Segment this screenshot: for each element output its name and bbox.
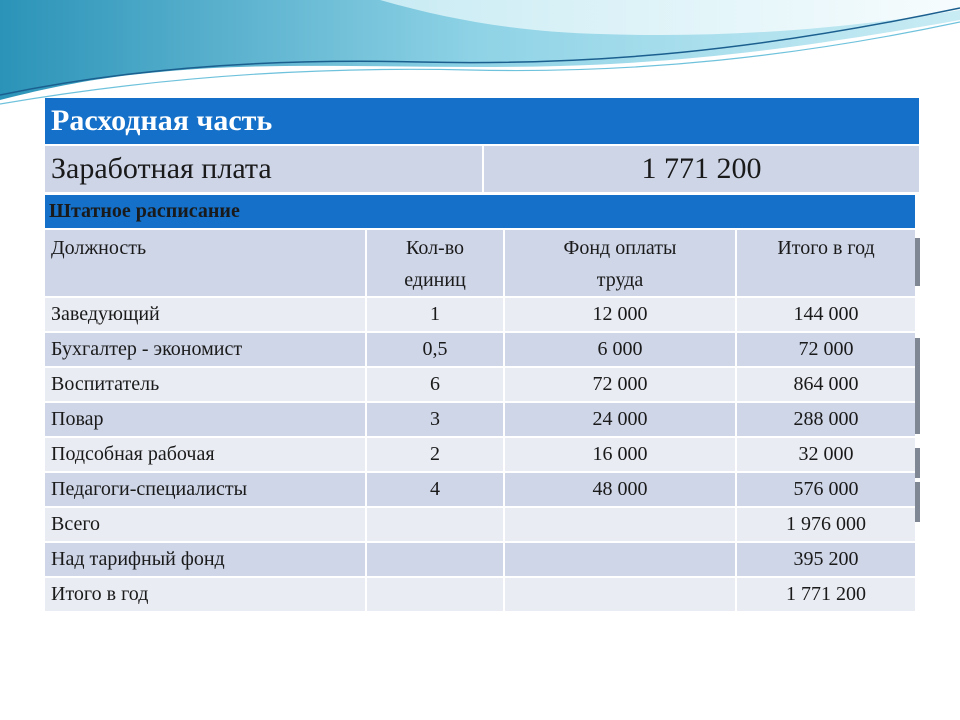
col-fund-line1: Фонд оплаты xyxy=(563,237,677,259)
cell-fund: 16 000 xyxy=(505,438,737,473)
table-row xyxy=(45,403,915,438)
cell-position: Повар xyxy=(45,403,367,438)
col-units-line1: Кол-во xyxy=(405,237,465,259)
cell-units: 0,5 xyxy=(367,333,505,368)
table-row xyxy=(45,473,915,508)
table-header-row xyxy=(45,230,915,298)
cell-fund: 72 000 xyxy=(505,368,737,403)
cell-fund: 6 000 xyxy=(505,333,737,368)
cell-units: 1 xyxy=(367,298,505,333)
cell-fund xyxy=(505,543,737,578)
cell-units xyxy=(367,508,505,543)
cell-total: 288 000 xyxy=(737,403,915,438)
cell-fund xyxy=(505,508,737,543)
cell-units: 2 xyxy=(367,438,505,473)
staff-title: Штатное расписание xyxy=(45,195,915,230)
col-total-header: Итого в год xyxy=(737,230,915,298)
cell-units xyxy=(367,543,505,578)
cell-position: Итого в год xyxy=(45,578,367,613)
cell-position: Бухгалтер - экономист xyxy=(45,333,367,368)
cell-units: 3 xyxy=(367,403,505,438)
cell-fund: 48 000 xyxy=(505,473,737,508)
col-fund-header xyxy=(505,230,737,298)
cell-total: 395 200 xyxy=(737,543,915,578)
cell-fund: 12 000 xyxy=(505,298,737,333)
table-row xyxy=(45,368,915,403)
cell-total: 72 000 xyxy=(737,333,915,368)
cell-position: Подсобная рабочая xyxy=(45,438,367,473)
expense-title: Расходная часть xyxy=(45,98,919,146)
cell-fund: 24 000 xyxy=(505,403,737,438)
cell-position: Над тарифный фонд xyxy=(45,543,367,578)
table-row xyxy=(45,333,915,368)
cell-total: 144 000 xyxy=(737,298,915,333)
table-row xyxy=(45,438,915,473)
expense-table xyxy=(45,98,919,192)
col-units-header xyxy=(367,230,505,298)
staff-table xyxy=(45,195,915,613)
cell-position: Педагоги-специалисты xyxy=(45,473,367,508)
table-row xyxy=(45,578,915,613)
cell-total: 32 000 xyxy=(737,438,915,473)
table-row xyxy=(45,508,915,543)
cell-total: 1 771 200 xyxy=(737,578,915,613)
cell-total: 1 976 000 xyxy=(737,508,915,543)
cell-fund xyxy=(505,578,737,613)
cell-units xyxy=(367,578,505,613)
cell-total: 864 000 xyxy=(737,368,915,403)
cell-position: Воспитатель xyxy=(45,368,367,403)
col-fund-line2: труда xyxy=(596,269,644,291)
cell-position: Заведующий xyxy=(45,298,367,333)
cell-units: 6 xyxy=(367,368,505,403)
cell-total: 576 000 xyxy=(737,473,915,508)
col-position-header: Должность xyxy=(45,230,367,298)
cell-position: Всего xyxy=(45,508,367,543)
salary-value: 1 771 200 xyxy=(484,146,919,192)
table-row xyxy=(45,298,915,333)
col-units-line2: единиц xyxy=(404,269,466,291)
cell-units: 4 xyxy=(367,473,505,508)
table-row xyxy=(45,543,915,578)
salary-label: Заработная плата xyxy=(45,146,484,192)
